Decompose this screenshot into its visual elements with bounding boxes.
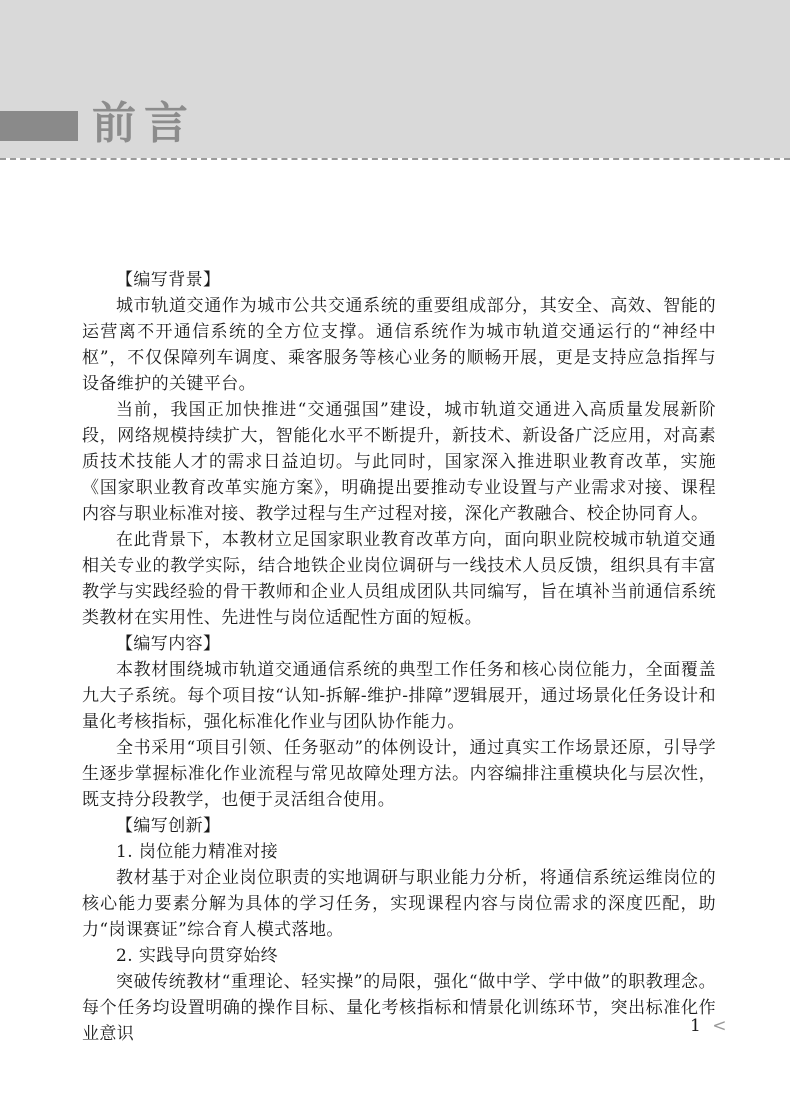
paragraph: 突破传统教材“重理论、轻实操”的局限，强化“做中学、学中做”的职教理念。每个任务均设置明确的操作目标、量化考核指标和情景化训练环节，突出标准化作业意识 [82,972,716,1044]
chapter-header [0,0,790,158]
list-item-heading: 2. 实践导向贯穿始终 [116,946,279,966]
page-number: 1 [690,1016,701,1036]
header-dashed-divider [0,158,790,160]
body-text [82,267,716,1047]
page-footer [690,1014,726,1038]
paragraph: 本教材围绕城市轨道交通通信系统的典型工作任务和核心岗位能力，全面覆盖九大子系统。每个项目按“认知-拆解-维护-排障”逻辑展开，通过场景化任务设计和量化考核指标，强化标准化作业与团队协作能力。 [82,660,716,732]
section-heading-background: 【编写背景】 [116,270,221,290]
paragraph: 当前，我国正加快推进“交通强国”建设，城市轨道交通进入高质量发展新阶段，网络规模持续扩大，智能化水平不断提升，新技术、新设备广泛应用，对高素质技术技能人才的需求日益迫切。与此同时，国家深入推进职业教育改革，实施《国家职业教育改革实施方案》，明确提出要推动专业设置与产业需求对接、课程内容与职业标准对接、教学过程与生产过程对接，深化产教融合、校企协同育人。 [82,400,716,524]
page-title: 前言 [92,98,196,149]
list-item-heading: 1. 岗位能力精准对接 [116,842,279,862]
chevron-left-icon: < [712,1016,727,1036]
paragraph: 全书采用“项目引领、任务驱动”的体例设计，通过真实工作场景还原，引导学生逐步掌握标准化作业流程与常见故障处理方法。内容编排注重模块化与层次性，既支持分段教学，也便于灵活组合使用。 [82,738,716,810]
paragraph: 在此背景下，本教材立足国家职业教育改革方向，面向职业院校城市轨道交通相关专业的教学实际，结合地铁企业岗位调研与一线技术人员反馈，组织具有丰富教学与实践经验的骨干教师和企业人员组成团队共同编写，旨在填补当前通信系统类教材在实用性、先进性与岗位适配性方面的短板。 [82,530,716,628]
section-heading-content: 【编写内容】 [116,634,221,654]
header-accent-bar [0,111,78,141]
section-heading-innovation: 【编写创新】 [116,816,221,836]
paragraph: 城市轨道交通作为城市公共交通系统的重要组成部分，其安全、高效、智能的运营离不开通信系统的全方位支撑。通信系统作为城市轨道交通运行的“神经中枢”，不仅保障列车调度、乘客服务等核心业务的顺畅开展，更是支持应急指挥与设备维护的关键平台。 [82,296,716,394]
paragraph: 教材基于对企业岗位职责的实地调研与职业能力分析，将通信系统运维岗位的核心能力要素分解为具体的学习任务，实现课程内容与岗位需求的深度匹配，助力“岗课赛证”综合育人模式落地。 [82,868,716,940]
